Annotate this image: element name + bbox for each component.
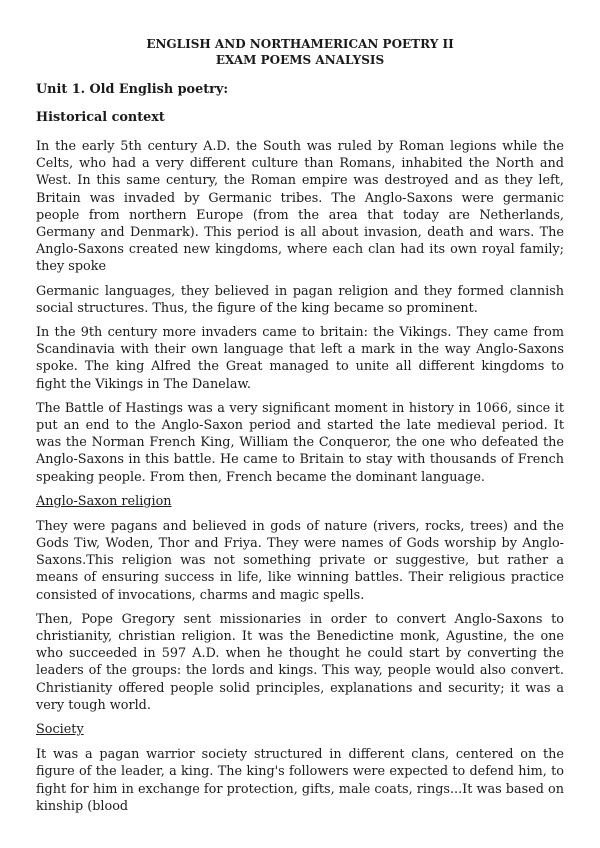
historical-paragraph: Germanic languages, they believed in pagan religion and they formed clannish social structures. Thus, the figure of the king became so prominent. [36, 283, 564, 316]
religion-heading: Anglo-Saxon religion [36, 493, 172, 509]
historical-paragraph: The Battle of Hastings was a very significant moment in history in 1066, since it put an end to the Anglo-Saxon period and started the late medieval period. It was the Norman French King, William the Conqueror, the one who defeated the Anglo-Saxons in this battle. He came to Britain to stay with thousands of French speaking people. From then, French became the dominant language. [36, 400, 564, 485]
society-paragraph: It was a pagan warrior society structured in different clans, centered on the figure of the leader, a king. The king's followers were expected to defend him, to fight for him in exchange for protection, gifts, male coats, rings...It was based on kinship (blood [36, 747, 564, 814]
document-title [36, 36, 564, 68]
religion-paragraph: They were pagans and believed in gods of nature (rivers, rocks, trees) and the Gods Tiw, Woden, Thor and Friya. They were names of Gods worship by Anglo-Saxons.This religion was not something private or suggestive, but rather a means of ensuring success in life, like winning battles. Their religious practice consisted of invocations, charms and magic spells. [36, 518, 564, 603]
title-line-1: ENGLISH AND NORTHAMERICAN POETRY II [146, 37, 454, 51]
unit-heading: Unit 1. Old English poetry: [36, 82, 229, 97]
society-heading: Society [36, 722, 84, 738]
historical-context-heading: Historical context [36, 110, 165, 125]
historical-paragraph: In the 9th century more invaders came to britain: the Vikings. They came from Scandinavia with their own language that left a mark in the way Anglo-Saxons spoke. The king Alfred the Great managed to unite all different kingdoms to fight the Vikings in The Danelaw. [36, 325, 564, 392]
title-line-2: EXAM POEMS ANALYSIS [215, 53, 385, 67]
religion-paragraph: Then, Pope Gregory sent missionaries in order to convert Anglo-Saxons to christianity, christian religion. It was the Benedictine monk, Agustine, the one who succeeded in 597 A.D. when he thought he could start by converting the leaders of the groups: the lords and kings. This way, people would also convert. Christianity offered people solid principles, explanations and security; it was a very tough world. [36, 611, 564, 713]
historical-paragraph: In the early 5th century A.D. the South was ruled by Roman legions while the Celts, who had a very different culture than Romans, inhabited the North and West. In this same century, the Roman empire was destroyed and as they left, Britain was invaded by Germanic tribes. The Anglo-Saxons were germanic people from northern Europe (from the area that today are Netherlands, Germany and Denmark). This period is all about invasion, death and wars. The Anglo-Saxons created new kingdoms, where each clan had its own royal family; they spoke [36, 139, 564, 275]
